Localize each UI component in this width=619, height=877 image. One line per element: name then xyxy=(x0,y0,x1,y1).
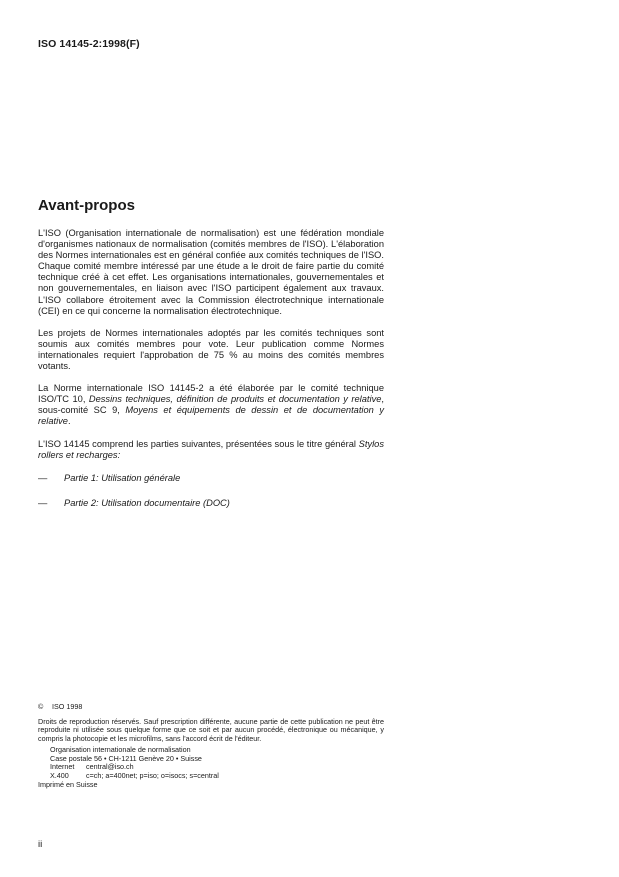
paragraph-2: Les projets de Normes internationales adoptés par les comités techniques sont soumis aux comités membres pour vote. Leur publication comme Normes internationales requiert l'approbation de 75 % au moins des comités membres votants. xyxy=(38,327,384,372)
org-name: Organisation internationale de normalisation xyxy=(50,744,191,754)
publisher-address xyxy=(50,746,384,781)
copyright-year: ISO 1998 xyxy=(52,702,83,711)
list-dash: — xyxy=(38,472,48,483)
list-item xyxy=(38,473,384,484)
rights-notice: Droits de reproduction réservés. Sauf prescription différente, aucune partie de cette publication ne peut être reproduite ni utilisée sous quelque forme que ce soit et par aucun procédé, électronique ou mécanique, y compris la photocopie et les microfilms, sans l'accord écrit de l'éditeur. xyxy=(38,716,384,744)
printed-in: Imprimé en Suisse xyxy=(38,779,98,789)
paragraph-3-text-e: . xyxy=(67,416,71,427)
list-item xyxy=(38,498,384,509)
list-dash: — xyxy=(38,497,48,508)
copyright-block xyxy=(38,703,384,789)
committee-title: Dessins techniques, définition de produits et documentation y relative xyxy=(88,394,382,405)
copyright-icon: © xyxy=(38,702,44,711)
x400-row xyxy=(50,772,384,781)
postal-address: Case postale 56 • CH-1211 Genève 20 • Suisse xyxy=(50,753,202,763)
part-1-label: Partie 1: Utilisation générale xyxy=(64,472,181,483)
x400-label: X.400 xyxy=(50,770,69,780)
x400-value: c=ch; a=400net; p=iso; o=isocs; s=central xyxy=(86,770,219,780)
section-title: Avant-propos xyxy=(38,197,135,214)
paragraph-3 xyxy=(38,383,384,427)
paragraph-1: L'ISO (Organisation internationale de normalisation) est une fédération mondiale d'organismes nationaux de normalisation (comités membres de l'ISO). L'élaboration des Normes internationales est en général confiée aux comités techniques de l'ISO. Chaque comité membre intéressé par une étude a le droit de faire partie du comité technique créé à cet effet. Les organisations internationales, gouvernementales et non gouvernementales, en liaison avec l'ISO participent également aux travaux. L'ISO collabore étroitement avec la Commission électrotechnique internationale (CEI) en ce qui concerne la normalisation électrotechnique. xyxy=(38,228,384,316)
internet-value: central@iso.ch xyxy=(86,762,134,772)
general-title: Stylos rollers et recharges: xyxy=(38,438,384,460)
paragraph-3-text-a: La Norme internationale ISO 14145-2 a été élaborée par le comité technique ISO/TC 10, xyxy=(38,383,384,405)
internet-label: Internet xyxy=(50,762,75,772)
page-number: ii xyxy=(38,839,43,850)
foreword-body xyxy=(38,228,384,523)
paragraph-4 xyxy=(38,439,384,461)
part-2-label: Partie 2: Utilisation documentaire (DOC) xyxy=(64,497,230,508)
subcommittee-title: Moyens et équipements de dessin et de documentation y relative xyxy=(38,405,384,427)
paragraph-4-text-a: L'ISO 14145 comprend les parties suivantes, présentées sous le titre général xyxy=(38,438,359,449)
copyright-line xyxy=(38,703,384,712)
standard-header: ISO 14145-2:1998(F) xyxy=(38,38,140,50)
paragraph-3-text-c: , sous-comité SC 9, xyxy=(38,394,384,416)
